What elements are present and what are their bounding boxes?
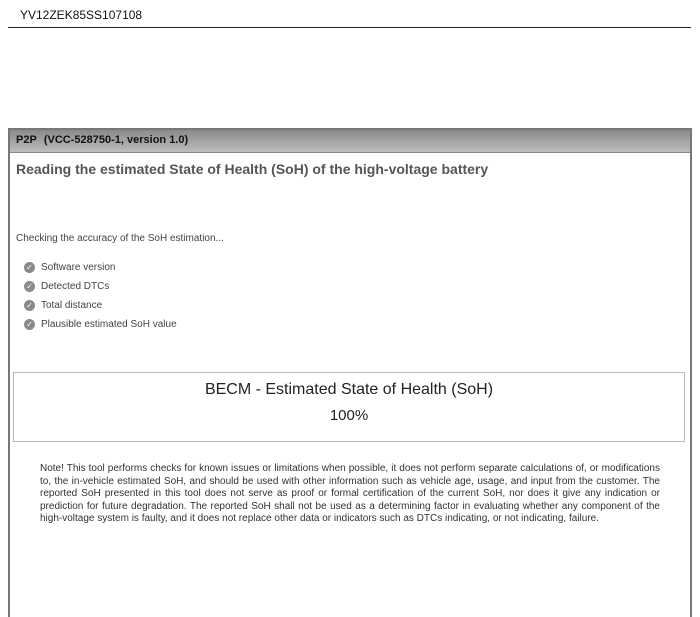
check-item-label: Plausible estimated SoH value xyxy=(41,319,177,330)
vin-label: YV12ZEK85SS107108 xyxy=(20,8,143,22)
check-item-total-distance xyxy=(24,296,177,315)
check-item-plausible-soh xyxy=(24,315,177,334)
check-circle-icon: ✓ xyxy=(24,319,35,330)
soh-result-box xyxy=(13,372,685,442)
checking-intro: Checking the accuracy of the SoH estimation... xyxy=(16,233,224,244)
soh-result-value: 100% xyxy=(329,407,369,424)
header-divider xyxy=(8,27,691,28)
check-item-label: Total distance xyxy=(41,300,103,311)
window-title-detail: (VCC-528750-1, version 1.0) xyxy=(43,134,189,146)
check-item-label: Detected DTCs xyxy=(41,281,110,292)
check-item-detected-dtcs xyxy=(24,277,177,296)
check-circle-icon: ✓ xyxy=(24,300,35,311)
soh-window xyxy=(8,128,692,617)
check-item-software-version xyxy=(24,258,177,277)
page-title: Reading the estimated State of Health (SoH) of the high-voltage battery xyxy=(16,161,489,177)
disclaimer-note: Note! This tool performs checks for known issues or limitations when possible, it does not perform separate calculations of, or modifications to, the in-vehicle estimated SoH, and should be used with other information such as vehicle age, usage, and input from the customer. The reported SoH presented in this tool does not serve as proof or formal certification of the current SoH, nor does it give any indication or prediction for future degradation. The reported SoH shall not be used as a determining factor in evaluating whether any component of the high-voltage system is faulty, and it does not replace other data or indicators such as DTCs indicating, or not indicating, failure. xyxy=(40,463,660,525)
soh-result-title: BECM - Estimated State of Health (SoH) xyxy=(204,381,494,398)
check-circle-icon: ✓ xyxy=(24,281,35,292)
check-circle-icon: ✓ xyxy=(24,262,35,273)
window-title-prefix: P2P xyxy=(16,134,37,146)
window-titlebar xyxy=(10,130,690,153)
check-item-label: Software version xyxy=(41,262,116,273)
check-list xyxy=(24,258,177,334)
